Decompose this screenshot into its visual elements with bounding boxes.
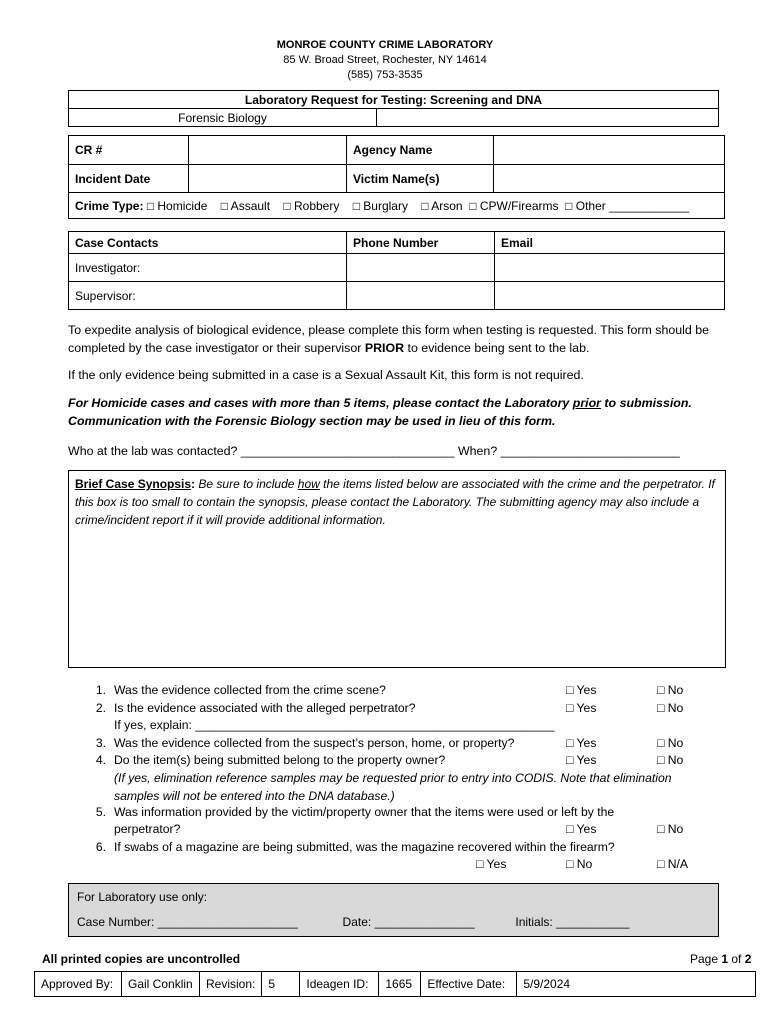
laboratory-use-box	[68, 883, 719, 937]
q3-yes[interactable]: □ Yes	[566, 736, 597, 750]
contacts-table	[68, 231, 725, 310]
form-title: Laboratory Request for Testing: Screening and DNA	[69, 91, 719, 109]
question-number: 1.	[95, 683, 106, 697]
ideagen-label: Ideagen ID:	[300, 972, 379, 997]
q4-yes[interactable]: □ Yes	[566, 753, 597, 767]
question-number: 4.	[95, 753, 106, 767]
victim-field[interactable]	[494, 165, 725, 193]
initials-field[interactable]: Initials: ___________	[515, 915, 630, 929]
cr-label: CR #	[69, 136, 189, 165]
incident-date-field[interactable]	[189, 165, 347, 193]
page-label: Page	[690, 952, 722, 966]
supervisor-label: Supervisor:	[69, 282, 347, 310]
lab-phone: (585) 753-3535	[347, 69, 423, 81]
synopsis-label: Brief Case Synopsis	[75, 477, 192, 491]
ideagen-value: 1665	[379, 972, 421, 997]
instruction-bold: PRIOR	[364, 341, 405, 355]
section-name: Forensic Biology	[69, 109, 377, 127]
instruction-paragraph-3	[68, 394, 718, 430]
question-text: If swabs of a magazine are being submitted, was the magazine recovered within the firearm?	[114, 840, 615, 854]
crime-type-arson[interactable]: □ Arson	[421, 198, 463, 213]
instruction-text: To expedite analysis of biological evidence, please complete this form when testing is requested. This form should be completed by the case investigator or their supervisor	[68, 323, 709, 355]
title-table	[68, 90, 719, 127]
effective-date-label: Effective Date:	[421, 972, 517, 997]
revision-value: 5	[262, 972, 300, 997]
q2-explain-line[interactable]: If yes, explain: _____________________________________________________	[114, 718, 555, 732]
crime-type-robbery[interactable]: □ Robbery	[283, 198, 340, 213]
case-number-field[interactable]: Case Number: _____________________	[77, 915, 298, 929]
q5-text-line2: perpetrator?	[114, 822, 181, 836]
question-text: Was the evidence collected from the suspect’s person, home, or property?	[114, 736, 515, 750]
page-of: of	[728, 952, 745, 966]
homicide-text-end: to submission.	[600, 396, 692, 410]
homicide-text: For Homicide cases and cases with more than 5 items, please contact the Laboratory	[68, 396, 573, 410]
question-text: Do the item(s) being submitted belong to the property owner?	[114, 753, 446, 767]
lab-use-title: For Laboratory use only:	[77, 890, 208, 904]
effective-date-value: 5/9/2024	[517, 972, 756, 997]
crime-type-burglary[interactable]: □ Burglary	[352, 198, 408, 213]
communication-text: Communication with the Forensic Biology section may be used in lieu of this form.	[68, 414, 556, 428]
synopsis-text-end: the items listed below are associated with the crime and the perpetrator. If this box is too small to contain the synopsis, please contact the Laboratory. The submitting agency may also include a crime/incident report if it will provide additional information.	[75, 477, 715, 527]
instruction-paragraph-2: If the only evidence being submitted in a case is a Sexual Assault Kit, this form is not required.	[68, 368, 584, 382]
question-text: Was the evidence collected from the crime scene?	[114, 683, 386, 697]
uncontrolled-notice: All printed copies are uncontrolled	[42, 952, 241, 966]
q1-no[interactable]: □ No	[657, 683, 684, 697]
q6-na[interactable]: □ N/A	[657, 857, 689, 871]
page-number	[690, 952, 751, 966]
page-total: 2	[744, 952, 752, 966]
homicide-underlined: prior	[572, 396, 601, 410]
crime-type-firearms[interactable]: □ CPW/Firearms	[469, 198, 559, 213]
instruction-text-end: to evidence being sent to the lab.	[404, 341, 590, 355]
lab-contacted-line[interactable]: Who at the lab was contacted? _______________________________ When? __________________________	[68, 444, 680, 458]
case-info-table	[68, 135, 725, 219]
investigator-label: Investigator:	[69, 254, 347, 282]
approved-value: Gail Conklin	[122, 972, 200, 997]
supervisor-email[interactable]	[495, 282, 725, 310]
email-header: Email	[495, 232, 725, 254]
incident-date-label: Incident Date	[69, 165, 189, 193]
agency-label: Agency Name	[347, 136, 494, 165]
page-current: 1	[721, 952, 729, 966]
q3-no[interactable]: □ No	[657, 736, 684, 750]
crime-type-other[interactable]: □ Other ____________	[565, 198, 690, 213]
supervisor-phone[interactable]	[347, 282, 495, 310]
question-number: 6.	[95, 840, 106, 854]
contacts-header: Case Contacts	[69, 232, 347, 254]
synopsis-underlined: how	[297, 477, 320, 491]
instruction-paragraph-1	[68, 321, 718, 357]
crime-type-assault[interactable]: □ Assault	[220, 198, 271, 213]
q6-yes[interactable]: □ Yes	[476, 857, 507, 871]
q4-no[interactable]: □ No	[657, 753, 684, 767]
lab-address: 85 W. Broad Street, Rochester, NY 14614	[283, 54, 487, 66]
question-text: Was information provided by the victim/property owner that the items were used or left by the	[114, 805, 615, 819]
question-number: 5.	[95, 805, 106, 819]
q5-yes[interactable]: □ Yes	[566, 822, 597, 836]
investigator-email[interactable]	[495, 254, 725, 282]
crime-type-homicide[interactable]: □ Homicide	[146, 198, 208, 213]
crime-type-label: Crime Type:	[75, 198, 144, 213]
case-synopsis-box[interactable]	[68, 470, 726, 668]
section-blank	[377, 109, 719, 127]
revision-label: Revision:	[200, 972, 262, 997]
approved-label: Approved By:	[35, 972, 122, 997]
cr-field[interactable]	[189, 136, 347, 165]
agency-field[interactable]	[494, 136, 725, 165]
investigator-phone[interactable]	[347, 254, 495, 282]
q5-no[interactable]: □ No	[657, 822, 684, 836]
lab-name: MONROE COUNTY CRIME LABORATORY	[276, 39, 494, 51]
victim-label: Victim Name(s)	[347, 165, 494, 193]
lab-use-fields	[77, 915, 629, 929]
q2-yes[interactable]: □ Yes	[566, 701, 597, 715]
phone-header: Phone Number	[347, 232, 495, 254]
date-field[interactable]: Date: _______________	[342, 915, 475, 929]
q6-no[interactable]: □ No	[566, 857, 593, 871]
synopsis-colon: :	[191, 477, 196, 491]
q1-yes[interactable]: □ Yes	[566, 683, 597, 697]
synopsis-text: Be sure to include	[195, 477, 298, 491]
question-number: 3.	[95, 736, 106, 750]
crime-type-row	[69, 193, 725, 219]
question-number: 2.	[95, 701, 106, 715]
question-text: Is the evidence associated with the alleged perpetrator?	[114, 701, 416, 715]
document-control-table	[34, 971, 756, 997]
q4-elimination-note: (If yes, elimination reference samples may be requested prior to entry into CODIS. Note that elimination samples will not be entered into the DNA database.)	[114, 771, 672, 803]
document-header	[0, 38, 770, 83]
q2-no[interactable]: □ No	[657, 701, 684, 715]
